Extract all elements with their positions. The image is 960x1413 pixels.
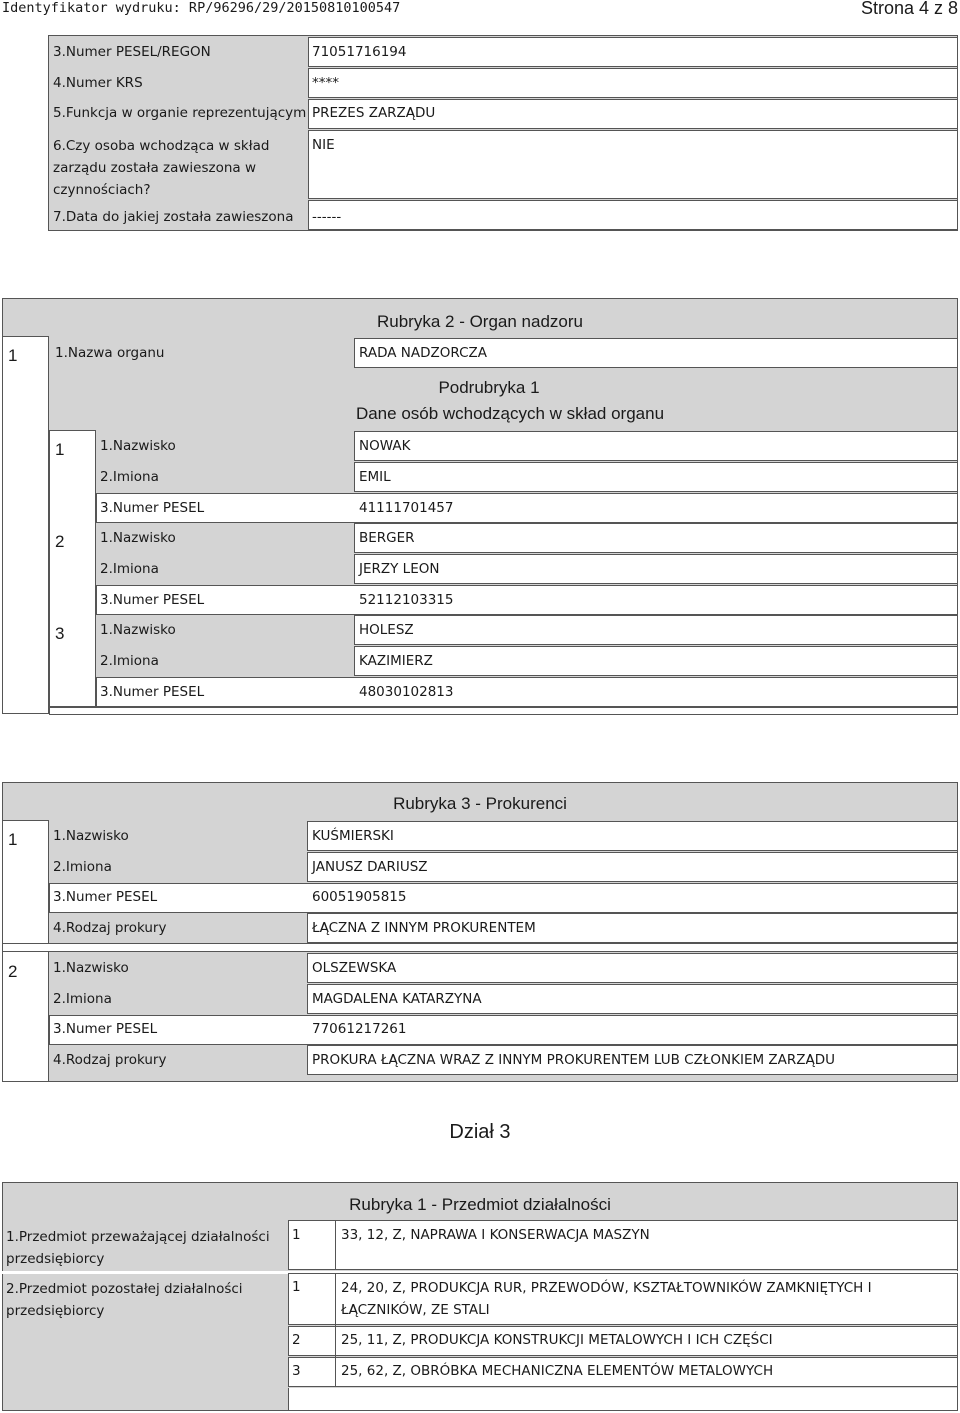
activity-index: 2: [292, 1332, 301, 1348]
person-label: 3.Numer PESEL: [100, 592, 205, 608]
field-label: 7.Data do jakiej została zawieszona: [53, 209, 294, 225]
prokurent-value: 60051905815: [312, 889, 407, 905]
prokurent-value: ŁĄCZNA Z INNYM PROKURENTEM: [312, 920, 536, 936]
person-label: 1.Nazwisko: [100, 438, 176, 454]
person-value-cell: [354, 615, 958, 645]
subsection-title: Podrubryka 1: [438, 378, 540, 397]
person-value-cell: [354, 431, 958, 461]
person-value-cell: [354, 554, 958, 584]
activity-value: 33, 12, Z, NAPRAWA I KONSERWACJA MASZYN: [341, 1227, 650, 1243]
field-label: 3.Numer PESEL/REGON: [53, 44, 211, 60]
person-label: 3.Numer PESEL: [100, 500, 205, 516]
prokurent-separator: [2, 943, 958, 952]
field-label: 6.Czy osoba wchodząca w skład zarządu została zawieszona w czynnościach?: [53, 138, 270, 198]
person-value-cell: [354, 523, 958, 553]
prokurent-label: 4.Rodzaj prokury: [53, 1052, 167, 1068]
activity-label: 1.Przedmiot przeważającej działalności przedsiębiorcy: [6, 1229, 270, 1267]
prokurent-label: 3.Numer PESEL: [53, 889, 158, 905]
activity-value: 25, 62, Z, OBRÓBKA MECHANICZNA ELEMENTÓW METALOWYCH: [341, 1363, 774, 1379]
field-label: 4.Numer KRS: [53, 75, 143, 91]
person-index: 1: [55, 440, 65, 459]
person-value: EMIL: [359, 469, 391, 485]
person-value: BERGER: [359, 530, 415, 546]
prokurent-value-cell: [49, 883, 958, 913]
prokurent-value: KUŚMIERSKI: [312, 828, 394, 844]
top-value-cell: [308, 200, 958, 230]
field-value: 71051716194: [312, 44, 407, 60]
person-value-cell: [96, 493, 958, 523]
person-index-column: [49, 430, 96, 707]
activity-index: 3: [292, 1363, 301, 1379]
organ-label: 1.Nazwa organu: [55, 345, 165, 361]
person-value: NOWAK: [359, 438, 411, 454]
person-index: 2: [8, 962, 18, 981]
person-value-cell: [96, 677, 958, 707]
person-label: 2.Imiona: [100, 561, 159, 577]
prokurent-value-cell: [307, 953, 958, 983]
activity-label: 2.Przedmiot pozostałej działalności przedsiębiorcy: [6, 1281, 243, 1319]
prokurent-label: 1.Nazwisko: [53, 960, 129, 976]
prokurent-label: 2.Imiona: [53, 859, 112, 875]
activity-value: 24, 20, Z, PRODUKCJA RUR, PRZEWODÓW, KSZTAŁTOWNIKÓW ZAMKNIĘTYCH I ŁĄCZNIKÓW, ZE STALI: [341, 1280, 872, 1318]
person-value-cell: [354, 462, 958, 492]
person-label: 2.Imiona: [100, 653, 159, 669]
activity-index: 1: [292, 1227, 301, 1243]
person-separator: [49, 707, 958, 715]
prokurent-value: OLSZEWSKA: [312, 960, 397, 976]
person-value: HOLESZ: [359, 622, 414, 638]
field-value: ****: [312, 75, 339, 91]
person-label: 1.Nazwisko: [100, 622, 176, 638]
prokurent-label: 1.Nazwisko: [53, 828, 129, 844]
organ-value: RADA NADZORCZA: [359, 345, 487, 361]
activity-bottom-cell: [288, 1388, 958, 1411]
page-number: Strona 4 z 8: [860, 0, 958, 18]
prokurent-value-cell: [307, 821, 958, 851]
prokurent-value: PROKURA ŁĄCZNA WRAZ Z INNYM PROKURENTEM LUB CZŁONKIEM ZARZĄDU: [312, 1052, 836, 1068]
section-title: Rubryka 1 - Przedmiot działalności: [349, 1195, 611, 1214]
person-index: 1: [8, 830, 18, 849]
prokurent-value-cell: [49, 1015, 958, 1045]
dzial-title: Dział 3: [449, 1121, 511, 1143]
field-value: ------: [312, 209, 342, 225]
person-value-cell: [96, 585, 958, 615]
prokurent-label: 3.Numer PESEL: [53, 1021, 158, 1037]
row-index: 1: [8, 346, 18, 365]
index-column: [2, 336, 49, 714]
person-label: 1.Nazwisko: [100, 530, 176, 546]
index-divider: [335, 1273, 336, 1387]
person-label: 2.Imiona: [100, 469, 159, 485]
person-value: 41111701457: [359, 500, 454, 516]
field-label: 5.Funkcja w organie reprezentującym: [53, 105, 307, 121]
prokurent-label: 4.Rodzaj prokury: [53, 920, 167, 936]
activity-index: 1: [292, 1279, 301, 1295]
person-index: 2: [55, 532, 65, 551]
person-value: 52112103315: [359, 592, 454, 608]
person-value: 48030102813: [359, 684, 454, 700]
top-value-cell: [308, 130, 958, 199]
prokurent-value: 77061217261: [312, 1021, 407, 1037]
prokurent-value: MAGDALENA KATARZYNA: [312, 991, 482, 1007]
prokurent-value: JANUSZ DARIUSZ: [312, 859, 428, 875]
activity-value: 25, 11, Z, PRODUKCJA KONSTRUKCJI METALOWYCH I ICH CZĘŚCI: [341, 1332, 773, 1348]
person-value-cell: [354, 646, 958, 676]
person-value: KAZIMIERZ: [359, 653, 433, 669]
field-value: PREZES ZARZĄDU: [312, 105, 436, 121]
print-identifier: Identyfikator wydruku: RP/96296/29/20150810100547: [2, 0, 401, 16]
index-divider: [335, 1220, 336, 1270]
person-value: JERZY LEON: [359, 561, 440, 577]
person-label: 3.Numer PESEL: [100, 684, 205, 700]
prokurent-label: 2.Imiona: [53, 991, 112, 1007]
subsection-subtitle: Dane osób wchodzących w skład organu: [355, 404, 665, 423]
top-value-cell: [308, 68, 958, 98]
field-value: NIE: [312, 137, 335, 153]
person-index: 3: [55, 624, 65, 643]
section-title: Rubryka 3 - Prokurenci: [393, 794, 567, 813]
section-title: Rubryka 2 - Organ nadzoru: [377, 312, 583, 331]
